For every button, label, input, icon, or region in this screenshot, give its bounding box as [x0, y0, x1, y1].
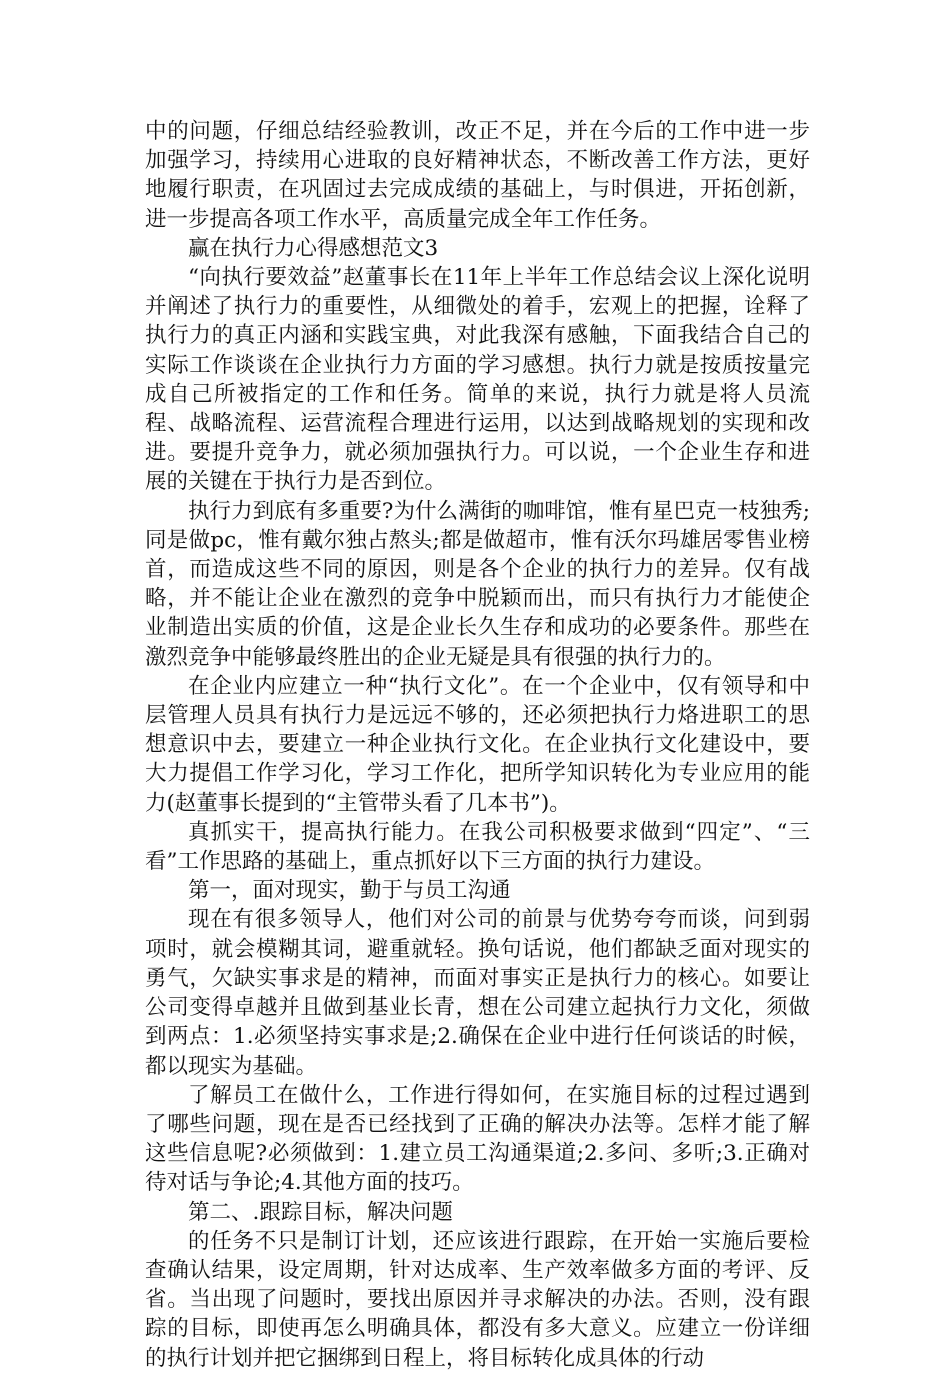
- paragraph-body: 现在有很多领导人，他们对公司的前景与优势夸夸而谈，问到弱项时，就会模糊其词，避重就轻。换句话说，他们都缺乏面对现实的勇气，欠缺实事求是的精神，而面对事实正是执行力的核心。如要让公司变得卓越并且做到基业长青，想在公司建立起执行力文化，须做到两点：1.必须坚持实事求是;2.确保在企业中进行任何谈话的时候，都以现实为基础。: [145, 907, 810, 1079]
- paragraph-body: “向执行要效益”赵董事长在11年上半年工作总结会议上深化说明并阐述了执行力的重要性，从细微处的着手，宏观上的把握，诠释了执行力的真正内涵和实践宝典，对此我深有感触，下面我结合自己的实际工作谈谈在企业执行力方面的学习感想。执行力就是按质按量完成自己所被指定的工作和任务。简单的来说，执行力就是将人员流程、战略流程、运营流程合理进行运用，以达到战略规划的实现和改进。要提升竞争力，就必须加强执行力。可以说，一个企业生存和进展的关键在于执行力是否到位。: [145, 265, 810, 495]
- section-heading-first: 第一，面对现实，勤于与员工沟通: [188, 878, 511, 904]
- paragraph-body: 了解员工在做什么，工作进行得如何，在实施目标的过程过遇到了哪些问题，现在是否已经找到了正确的解决办法等。怎样才能了解这些信息呢?必须做到：1.建立员工沟通渠道;2.多问、多听;3.正确对待对话与争论;4.其他方面的技巧。: [145, 1082, 810, 1196]
- paragraph-continuation: 中的问题，仔细总结经验教训，改正不足，并在今后的工作中进一步加强学习，持续用心进取的良好精神状态，不断改善工作方法，更好地履行职责，在巩固过去完成成绩的基础上，与时俱进，开拓创新，进一步提高各项工作水平，高质量完成全年工作任务。: [145, 119, 810, 232]
- paragraph-body: 在企业内应建立一种“执行文化”。在一个企业中，仅有领导和中层管理人员具有执行力是远远不够的，还必须把执行力烙进职工的思想意识中去，要建立一种企业执行文化。在企业执行文化建设中，要大力提倡工作学习化，学习工作化，把所学知识转化为专业应用的能力(赵董事长提到的“主管带头看了几本书”)。: [145, 673, 810, 816]
- section-heading-second: 第二、.跟踪目标，解决问题: [188, 1199, 453, 1225]
- document-page: [145, 117, 810, 1373]
- paragraph-body: 的任务不只是制订计划，还应该进行跟踪，在开始一实施后要检查确认结果，设定周期，针对达成率、生产效率做多方面的考评、反省。当出现了问题时，要找出原因并寻求解决的办法。否则，没有跟踪的目标，即使再怎么明确具体，都没有多大意义。应建立一份详细的执行计划并把它捆绑到日程上，将目标转化成具体的行动: [145, 1228, 810, 1371]
- paragraph-body: 真抓实干，提高执行能力。在我公司积极要求做到“四定”、“三看”工作思路的基础上，重点抓好以下三方面的执行力建设。: [145, 819, 810, 875]
- section-heading-title: 赢在执行力心得感想范文3: [188, 235, 439, 261]
- paragraph-body: 执行力到底有多重要?为什么满街的咖啡馆，惟有星巴克一枝独秀;同是做pc，惟有戴尔独占熬头;都是做超市，惟有沃尔玛雄居零售业榜首，而造成这些不同的原因，则是各个企业的执行力的差异。仅有战略，并不能让企业在激烈的竞争中脱颖而出，而只有执行力才能使企业制造出实质的价值，这是企业长久生存和成功的必要条件。那些在激烈竞争中能够最终胜出的企业无疑是具有很强的执行力的。: [145, 498, 810, 670]
